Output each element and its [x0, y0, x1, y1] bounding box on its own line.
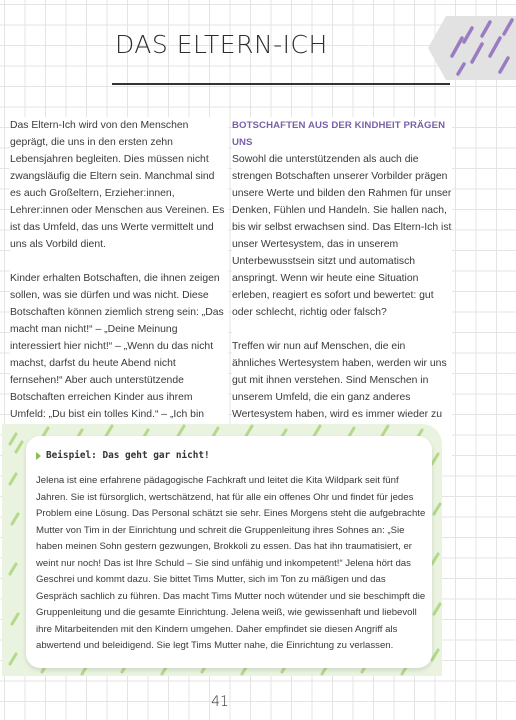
page-title: DAS ELTERN-ICH — [115, 30, 328, 59]
example-card — [26, 436, 432, 668]
paragraph: Das Eltern-Ich wird von den Menschen geprägt, die uns in den ersten zehn Lebensjahren begleiten. Dies müssen nicht zwangsläufig die Eltern sein. Manchmal sind es auch Großeltern, Erzieher:innen, Lehrer:innen oder Menschen aus Vereinen. Es ist das Umfeld, das uns Werte vermittelt und uns als Vorbild dient. — [10, 120, 225, 250]
right-text-column — [232, 117, 452, 457]
title-underline — [112, 83, 450, 85]
left-text-column — [10, 117, 228, 457]
paragraph: Kinder erhalten Botschaften, die ihnen zeigen sollen, was sie dürfen und was nicht. Diese Botschaften können ziemlich streng sein: „Das macht man nicht!“ – „Deine Meinung interessiert hier nicht!“ – „Wenn du das nicht machst, darfst du heute Abend nicht fernsehen!“ Aber auch unterstützende Botschaften erreichen Kinder aus ihrem Umfeld: „Du bist ein tolles Kind.“ – „Ich bin — [10, 273, 224, 420]
triangle-arrow-icon — [36, 452, 41, 460]
example-heading: Beispiel: Das geht gar nicht! — [46, 450, 210, 461]
decorative-corner-tab — [428, 16, 516, 80]
section-heading: BOTSCHAFTEN AUS DER KINDHEIT PRÄGEN UNS — [232, 120, 446, 148]
page-number: 41 — [211, 694, 229, 710]
example-heading-row — [36, 450, 210, 461]
paragraph: Treffen wir nun auf Menschen, die ein ähnliches Wertesystem haben, werden wir uns gut mit ihnen verstehen. Sind Menschen in unserem Umfeld, die ein ganz anderes Wertesystem haben, wird es immer wieder zu — [232, 341, 447, 420]
paragraph: Sowohl die unterstützenden als auch die strengen Botschaften unserer Vorbilder prägen unsere Werte und bilden den Rahmen für unser Denken, Fühlen und Handeln. Sie hallen nach, bis wir selbst erwachsen sind. Das Eltern-Ich ist unser Wertesystem, das in unserem Unterbewusstsein sitzt und automatisch anspringt. Wenn wir heute eine Situation erleben, reagiert es sofort und bewertet: gut oder schlecht, richtig oder falsch? — [232, 154, 452, 318]
example-text: Jelena ist eine erfahrene pädagogische Fachkraft und leitet die Kita Wildpark seit fünf Jahren. Sie ist fürsorglich, wertschätzend, hat für alle ein offenes Ohr und findet für jedes Problem eine Lösung. Das Personal schätzt sie sehr. Eines Morgens steht die aufgebrachte Mutter von Tim in der Einrichtung und schreit die Gruppenleitung ihres Sohnes an: „Sie haben meinen Sohn gestern gezwungen, Brokkoli zu essen. Das hat ihn traumatisiert, er weint nur noch! Das ist Ihre Schuld – Sie sind unfähig und inkompetent!“ Jelena hört das Geschrei und kommt dazu. Sie bittet Tims Mutter, sich im Ton zu mäßigen und das Gespräch sachlich zu führen. Das macht Tims Mutter noch wütender und sie beschimpft die Gruppenleitung und die gesamte Einrichtung. Jelena weiß, wie gewissenhaft und liebevoll ihre Mitarbeitenden mit den Kindern umgehen. Daher empfindet sie diesen Angriff als abwertend und beleidigend. Sie legt Tims Mutter nahe, die Einrichtung zu verlassen. — [36, 475, 426, 651]
